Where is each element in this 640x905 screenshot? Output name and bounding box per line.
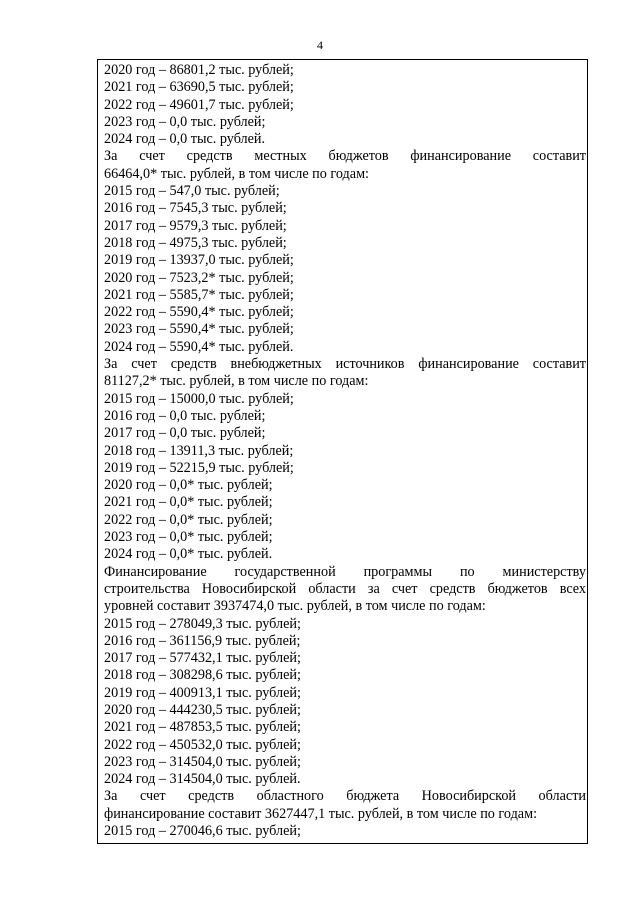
text-line: 2021 год – 487853,5 тыс. рублей; bbox=[104, 719, 301, 736]
text-line: 2022 год – 5590,4* тыс. рублей; bbox=[104, 304, 294, 321]
text-line: 2023 год – 5590,4* тыс. рублей; bbox=[104, 321, 294, 338]
text-line: 2018 год – 308298,6 тыс. рублей; bbox=[104, 667, 301, 684]
text-line: 2017 год – 9579,3 тыс. рублей; bbox=[104, 217, 287, 234]
text-line: 2020 год – 86801,2 тыс. рублей; bbox=[104, 62, 294, 78]
text-line: 2024 год – 314504,0 тыс. рублей. bbox=[104, 771, 301, 788]
text-line: 2017 год – 577432,1 тыс. рублей; bbox=[104, 650, 301, 667]
text-line: 2015 год – 15000,0 тыс. рублей; bbox=[104, 390, 294, 407]
text-line: 81127,2* тыс. рублей, в том числе по годам: bbox=[104, 373, 369, 390]
text-line: 2019 год – 13937,0 тыс. рублей; bbox=[104, 252, 294, 269]
text-line: 2016 год – 0,0 тыс. рублей; bbox=[104, 407, 266, 424]
text-line: 2016 год – 7545,3 тыс. рублей; bbox=[104, 200, 287, 217]
text-line: 2021 год – 0,0* тыс. рублей; bbox=[104, 494, 273, 511]
page-number: 4 bbox=[317, 38, 323, 52]
text-line: 2015 год – 278049,3 тыс. рублей; bbox=[104, 615, 301, 632]
text-line: 2015 год – 270046,6 тыс. рублей; bbox=[104, 823, 301, 840]
text-line: 2017 год – 0,0 тыс. рублей; bbox=[104, 425, 266, 442]
text-line: 2024 год – 5590,4* тыс. рублей. bbox=[104, 338, 294, 355]
text-line: 2019 год – 52215,9 тыс. рублей; bbox=[104, 459, 294, 476]
text-line: 2022 год – 49601,7 тыс. рублей; bbox=[104, 96, 294, 113]
text-line: 2023 год – 314504,0 тыс. рублей; bbox=[104, 753, 301, 770]
text-line: уровней составит 3937474,0 тыс. рублей, в том числе по годам: bbox=[104, 598, 486, 615]
text-line: 66464,0* тыс. рублей, в том числе по годам: bbox=[104, 165, 369, 182]
text-line: 2023 год – 0,0* тыс. рублей; bbox=[104, 529, 273, 546]
text-line: 2021 год – 63690,5 тыс. рублей; bbox=[104, 79, 294, 96]
paragraph-line: строительства Новосибирской области за счет средств бюджетов всех bbox=[104, 580, 586, 597]
paragraph-line: За счет средств областного бюджета Новосибирской области bbox=[104, 788, 586, 805]
text-line: 2021 год – 5585,7* тыс. рублей; bbox=[104, 286, 294, 303]
funding-text-block bbox=[104, 62, 586, 840]
text-line: 2022 год – 0,0* тыс. рублей; bbox=[104, 511, 273, 528]
paragraph-line: За счет средств внебюджетных источников финансирование составит bbox=[104, 356, 586, 373]
text-line: 2018 год – 13911,3 тыс. рублей; bbox=[104, 442, 294, 459]
text-line: 2024 год – 0,0* тыс. рублей. bbox=[104, 546, 273, 563]
paragraph-line: За счет средств местных бюджетов финансирование составит bbox=[104, 148, 586, 165]
text-line: 2016 год – 361156,9 тыс. рублей; bbox=[104, 632, 301, 649]
text-line: 2023 год – 0,0 тыс. рублей; bbox=[104, 113, 266, 130]
text-line: 2015 год – 547,0 тыс. рублей; bbox=[104, 183, 280, 200]
text-line: финансирование составит 3627447,1 тыс. рублей, в том числе по годам: bbox=[104, 805, 538, 822]
paragraph-line: Финансирование государственной программы по министерству bbox=[104, 563, 586, 580]
text-line: 2018 год – 4975,3 тыс. рублей; bbox=[104, 234, 287, 251]
text-line: 2020 год – 444230,5 тыс. рублей; bbox=[104, 701, 301, 718]
text-line: 2024 год – 0,0 тыс. рублей. bbox=[104, 131, 266, 148]
text-line: 2022 год – 450532,0 тыс. рублей; bbox=[104, 736, 301, 753]
text-line: 2020 год – 0,0* тыс. рублей; bbox=[104, 477, 273, 494]
text-line: 2020 год – 7523,2* тыс. рублей; bbox=[104, 269, 294, 286]
text-line: 2019 год – 400913,1 тыс. рублей; bbox=[104, 684, 301, 701]
